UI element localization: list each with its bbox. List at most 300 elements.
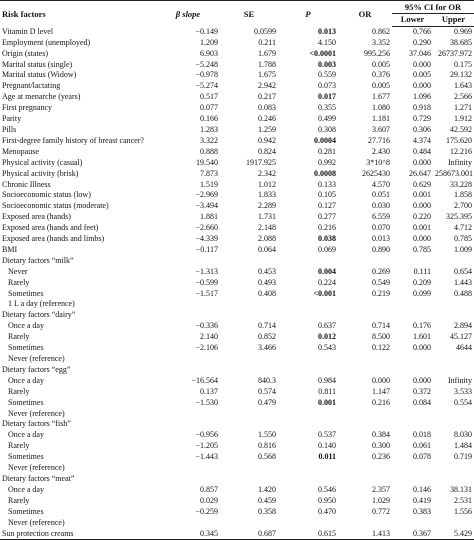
se-cell [220, 419, 278, 430]
ci-upper-cell: 1.443 [454, 277, 472, 287]
se-cell: 1917.925 [246, 157, 276, 167]
ci-upper-cell: 0.554 [454, 397, 472, 407]
header-beta-slope: β slope [156, 1, 220, 27]
ci-lower-cell: 0.918 [413, 103, 431, 113]
ci-upper-cell: 4.712 [454, 223, 472, 233]
p-value-cell: 0.0004 [314, 135, 336, 145]
risk-factor-name: Never (reference) [8, 354, 65, 363]
ci-lower-cell: 0.078 [413, 452, 431, 462]
beta-slope-cell: −1.517 [195, 288, 218, 298]
header-upper: Upper [433, 13, 474, 26]
risk-factor-name: Rarely [8, 441, 30, 451]
table-row [0, 103, 474, 114]
or-cell: 0.384 [372, 430, 390, 440]
ci-lower-cell: 37.046 [409, 48, 431, 58]
p-value-cell: 0.012 [318, 332, 336, 342]
table-row [0, 256, 474, 267]
beta-slope-cell: 0.077 [200, 103, 218, 113]
risk-factor-name: Employment (unemployed) [2, 37, 91, 47]
beta-slope-cell: −0.336 [195, 321, 218, 331]
risk-factor-name: Never (reference) [8, 408, 65, 418]
ci-upper-cell: Infinity [448, 375, 472, 385]
se-cell: 0.942 [258, 135, 276, 145]
ci-lower-cell: 0.000 [413, 157, 431, 167]
p-value-cell: 0.140 [318, 441, 336, 451]
ci-lower-cell [392, 474, 433, 485]
se-cell [220, 409, 278, 420]
risk-factor-name: Dietary factors “fish” [2, 419, 71, 429]
risk-factor-name: Once a day [8, 321, 44, 331]
p-value-cell: 0.224 [318, 277, 336, 287]
ci-upper-cell [433, 518, 474, 529]
p-value-cell: 0.637 [318, 321, 336, 331]
or-cell: 0.376 [372, 70, 390, 80]
table-row [0, 49, 474, 60]
table-row [0, 169, 474, 180]
or-cell: 0.890 [372, 244, 390, 254]
beta-slope-cell: −0.956 [195, 430, 218, 440]
p-value-cell: 0.127 [318, 201, 336, 211]
se-cell: 1.420 [258, 484, 276, 494]
ci-upper-cell: 5.429 [433, 529, 474, 540]
ci-upper-cell: 325.395 [446, 212, 472, 222]
or-cell: 1.413 [338, 529, 392, 540]
risk-factor-name: Marital status (single) [2, 59, 73, 69]
ci-upper-cell [433, 463, 474, 474]
risk-factor-name: Sometimes [8, 397, 44, 407]
or-cell: 0.030 [372, 201, 390, 211]
or-cell [338, 354, 392, 365]
beta-slope-cell: −0.149 [195, 26, 218, 36]
or-cell: 0.051 [372, 190, 390, 200]
table-row [0, 452, 474, 463]
risk-factor-name: Dietary factors “egg” [2, 364, 71, 374]
beta-slope-cell: −0.599 [195, 277, 218, 287]
p-value-cell [278, 354, 338, 365]
risk-factor-name: Age at menarche (years) [2, 92, 81, 102]
se-cell: 0.479 [258, 397, 276, 407]
ci-lower-cell [392, 310, 433, 321]
or-cell: 4.570 [372, 179, 390, 189]
or-cell: 0.000 [372, 375, 390, 385]
beta-slope-cell [156, 299, 220, 310]
ci-upper-cell: 42.592 [450, 124, 472, 134]
se-cell: 0.824 [258, 146, 276, 156]
risk-factor-name: Sometimes [8, 452, 44, 462]
table-row [0, 180, 474, 191]
p-value-cell: 0.355 [318, 103, 336, 113]
header-or: OR [338, 1, 392, 27]
se-cell: 0.816 [258, 441, 276, 451]
or-cell: 1.181 [372, 114, 390, 124]
se-cell: 0.574 [258, 386, 276, 396]
or-cell: 0.122 [372, 343, 390, 353]
table-row [0, 289, 474, 300]
beta-slope-cell: 1.881 [200, 212, 218, 222]
p-value-cell [278, 299, 338, 310]
risk-factor-name: First-degree family history of breast cancer? [2, 135, 144, 145]
se-cell: 1.675 [258, 70, 276, 80]
beta-slope-cell: −2.106 [195, 343, 218, 353]
ci-lower-cell: 0.146 [413, 484, 431, 494]
ci-lower-cell: 1.601 [413, 332, 431, 342]
p-value-cell: 0.308 [318, 124, 336, 134]
or-cell: 27.716 [368, 135, 390, 145]
ci-lower-cell [392, 463, 433, 474]
se-cell: 2.289 [258, 201, 276, 211]
table-row [0, 398, 474, 409]
ci-lower-cell [392, 299, 433, 310]
table-row [0, 496, 474, 507]
or-cell [338, 518, 392, 529]
table-row [0, 310, 474, 321]
ci-upper-cell: 1.009 [454, 244, 472, 254]
risk-factor-name: Once a day [8, 430, 44, 440]
table-row [0, 474, 474, 485]
ci-lower-cell: 0.000 [413, 234, 431, 244]
p-value-cell: 0.001 [318, 397, 336, 407]
p-value-cell: 0.013 [318, 26, 336, 36]
ci-lower-cell: 0.001 [413, 223, 431, 233]
ci-upper-cell: 1.912 [454, 114, 472, 124]
se-cell [220, 354, 278, 365]
ci-upper-cell: 2.566 [454, 92, 472, 102]
table-row [0, 234, 474, 245]
risk-factor-name: Sometimes [8, 343, 44, 353]
se-cell: 0.493 [258, 277, 276, 287]
p-value-cell: 0.069 [318, 244, 336, 254]
table-row [0, 299, 474, 310]
se-cell [220, 463, 278, 474]
table-row [0, 201, 474, 212]
se-cell: 0.083 [258, 103, 276, 113]
se-cell: 0.408 [258, 288, 276, 298]
table-row [0, 26, 474, 37]
beta-slope-cell [156, 419, 220, 430]
risk-factor-name: Never [8, 266, 28, 276]
ci-upper-cell [433, 365, 474, 376]
beta-slope-cell: −2.969 [195, 190, 218, 200]
or-cell: 1.029 [372, 495, 390, 505]
ci-lower-cell: 0.290 [413, 37, 431, 47]
risk-factor-name: Chronic Illness [2, 179, 51, 189]
p-value-cell: 0.133 [318, 179, 336, 189]
se-cell: 1.788 [258, 59, 276, 69]
p-value-cell [278, 409, 338, 420]
or-cell: 0.269 [372, 266, 390, 276]
se-cell: 0.687 [220, 529, 278, 540]
header-se: SE [220, 1, 278, 27]
se-cell: 1.259 [258, 124, 276, 134]
risk-factor-name: Sun protection creams [0, 529, 156, 540]
table-body [0, 26, 474, 540]
beta-slope-cell [156, 256, 220, 267]
table-row [0, 70, 474, 81]
table-row [0, 529, 474, 540]
p-value-cell: 0.499 [318, 114, 336, 124]
table-row [0, 267, 474, 278]
or-cell: 3*10^8 [366, 157, 390, 167]
se-cell [220, 299, 278, 310]
or-cell: 1.147 [372, 386, 390, 396]
ci-upper-cell: 3.533 [454, 386, 472, 396]
se-cell: 0.459 [258, 495, 276, 505]
beta-slope-cell: 1.209 [200, 37, 218, 47]
or-cell: 3.352 [372, 37, 390, 47]
beta-slope-cell: −5.274 [195, 81, 218, 91]
se-cell: 1.833 [258, 190, 276, 200]
table-row [0, 507, 474, 518]
table-header [0, 1, 474, 27]
or-cell: 0.549 [372, 277, 390, 287]
ci-upper-cell: 0.175 [454, 59, 472, 69]
se-cell [220, 474, 278, 485]
ci-lower-cell: 0.766 [413, 26, 431, 36]
beta-slope-cell [156, 365, 220, 376]
or-cell: 3.607 [372, 124, 390, 134]
beta-slope-cell [156, 409, 220, 420]
risk-factor-name: Rarely [8, 332, 30, 342]
beta-slope-cell: −1.530 [195, 397, 218, 407]
ci-lower-cell: 0.099 [413, 288, 431, 298]
p-value-cell: 0.105 [318, 190, 336, 200]
or-cell [338, 474, 392, 485]
p-value-cell [278, 518, 338, 529]
p-value-cell [278, 365, 338, 376]
ci-lower-cell: 0.629 [413, 179, 431, 189]
header-risk-factors: Risk factors [0, 1, 156, 27]
ci-upper-cell: 45.127 [450, 332, 472, 342]
risk-factor-name: Pregnant/lactating [2, 81, 61, 91]
table-row [0, 409, 474, 420]
p-value-cell: 0.537 [318, 430, 336, 440]
or-cell: 0.216 [372, 397, 390, 407]
or-cell: 0.236 [372, 452, 390, 462]
ci-upper-cell: 12.216 [450, 146, 472, 156]
p-value-cell: 0.004 [318, 266, 336, 276]
or-cell: 0.772 [372, 506, 390, 516]
ci-upper-cell [433, 299, 474, 310]
beta-slope-cell: −3.494 [195, 201, 218, 211]
beta-slope-cell: 19.540 [196, 157, 218, 167]
ci-lower-cell: 0.367 [392, 529, 433, 540]
table-row [0, 223, 474, 234]
beta-slope-cell [156, 518, 220, 529]
table-row [0, 430, 474, 441]
ci-lower-cell: 1.096 [413, 92, 431, 102]
ci-upper-cell: 0.488 [454, 288, 472, 298]
ci-lower-cell: 0.000 [413, 59, 431, 69]
p-value-cell: 0.017 [318, 92, 336, 102]
ci-upper-cell: 1.271 [454, 103, 472, 113]
table-row [0, 365, 474, 376]
p-value-cell: <0.0001 [309, 48, 336, 58]
ci-upper-cell: 1.643 [454, 81, 472, 91]
beta-slope-cell: 0.857 [200, 484, 218, 494]
risk-factor-name: Origin (states) [2, 48, 48, 58]
ci-lower-cell: 0.176 [413, 321, 431, 331]
ci-lower-cell [392, 256, 433, 267]
ci-lower-cell: 0.306 [413, 124, 431, 134]
beta-slope-cell: −1.313 [195, 266, 218, 276]
p-value-cell: 0.992 [318, 157, 336, 167]
p-value-cell: <0.001 [313, 288, 336, 298]
ci-lower-cell: 26.647 [409, 168, 431, 178]
se-cell: 0.852 [258, 332, 276, 342]
ci-lower-cell: 0.785 [413, 244, 431, 254]
ci-lower-cell: 0.000 [413, 201, 431, 211]
risk-factor-name: Sometimes [8, 506, 44, 516]
risk-factor-name: Sometimes [8, 288, 44, 298]
table-row [0, 518, 474, 529]
table-row [0, 419, 474, 430]
or-cell: 0.219 [372, 288, 390, 298]
table-row [0, 321, 474, 332]
beta-slope-cell: 0.029 [200, 495, 218, 505]
se-cell [220, 256, 278, 267]
risk-factor-name: Exposed area (hands and feet) [2, 223, 99, 233]
ci-lower-cell: 0.729 [413, 114, 431, 124]
se-cell: 0.568 [258, 452, 276, 462]
or-cell: 0.070 [372, 223, 390, 233]
ci-upper-cell: 1.858 [454, 190, 472, 200]
p-value-cell: 0.277 [318, 212, 336, 222]
se-cell: 0.0599 [254, 26, 276, 36]
p-value-cell [278, 256, 338, 267]
p-value-cell: 0.546 [318, 484, 336, 494]
beta-slope-cell: 3.322 [200, 135, 218, 145]
ci-lower-cell: 0.111 [413, 266, 431, 276]
or-cell: 6.559 [372, 212, 390, 222]
ci-upper-cell: 33.228 [450, 179, 472, 189]
ci-lower-cell: 0.001 [413, 190, 431, 200]
se-cell: 0.246 [258, 114, 276, 124]
se-cell [220, 518, 278, 529]
risk-factor-name: Once a day [8, 375, 44, 385]
table-row [0, 332, 474, 343]
or-cell [338, 419, 392, 430]
ci-lower-cell: 0.372 [413, 386, 431, 396]
se-cell: 0.714 [258, 321, 276, 331]
ci-upper-cell: 2.894 [454, 321, 472, 331]
se-cell: 1.550 [258, 430, 276, 440]
p-value-cell: 0.811 [318, 386, 336, 396]
ci-lower-cell: 4.374 [413, 135, 431, 145]
table-row [0, 158, 474, 169]
p-value-cell: 0.003 [318, 59, 336, 69]
p-value-cell: 0.559 [318, 70, 336, 80]
risk-factor-name: Exposed area (hands) [2, 212, 71, 222]
ci-upper-cell: 175.620 [446, 135, 472, 145]
ci-upper-cell [433, 354, 474, 365]
beta-slope-cell: 7.873 [200, 168, 218, 178]
ci-upper-cell [433, 310, 474, 321]
se-cell: 0.358 [258, 506, 276, 516]
ci-lower-cell: 0.419 [413, 495, 431, 505]
risk-factor-name: Physical activity (casual) [2, 157, 83, 167]
ci-upper-cell: 0.654 [454, 266, 472, 276]
ci-upper-cell: 258673.001 [435, 168, 473, 178]
p-value-cell [278, 419, 338, 430]
risk-factor-name: Once a day [8, 484, 44, 494]
or-cell: 0.013 [372, 234, 390, 244]
beta-slope-cell: −5.248 [195, 59, 218, 69]
risk-factor-name: Parity [2, 114, 22, 124]
table-row [0, 92, 474, 103]
table-row [0, 136, 474, 147]
or-cell: 0.714 [372, 321, 390, 331]
table-row [0, 114, 474, 125]
table-row [0, 81, 474, 92]
se-cell: 0.211 [258, 37, 276, 47]
ci-lower-cell [392, 419, 433, 430]
table-row [0, 278, 474, 289]
se-cell: 0.217 [258, 92, 276, 102]
beta-slope-cell [156, 474, 220, 485]
p-value-cell: 4.150 [318, 37, 336, 47]
header-ci: 95% CI for OR [392, 1, 474, 14]
table-row [0, 60, 474, 71]
risk-factor-name: Never (reference) [8, 463, 65, 473]
p-value-cell: 0.470 [318, 506, 336, 516]
ci-lower-cell: 0.005 [413, 70, 431, 80]
ci-upper-cell: 4644 [456, 343, 472, 353]
or-cell: 2625430 [362, 168, 390, 178]
ci-upper-cell: 29.132 [450, 70, 472, 80]
table-row [0, 354, 474, 365]
p-value-cell [278, 310, 338, 321]
or-cell: 0.862 [372, 26, 390, 36]
se-cell: 2.088 [258, 234, 276, 244]
ci-upper-cell [433, 256, 474, 267]
header-p: P [278, 1, 338, 27]
p-value-cell [278, 474, 338, 485]
or-cell: 8.500 [372, 332, 390, 342]
risk-factor-name: Physical activity (brisk) [2, 168, 79, 178]
ci-lower-cell: 0.000 [413, 81, 431, 91]
ci-lower-cell: 0.000 [413, 375, 431, 385]
risk-factor-name: Rarely [8, 277, 30, 287]
se-cell: 2.942 [258, 81, 276, 91]
ci-lower-cell: 0.484 [413, 146, 431, 156]
table-row [0, 190, 474, 201]
p-value-cell: 0.216 [318, 223, 336, 233]
or-cell: 0.005 [372, 81, 390, 91]
se-cell [220, 365, 278, 376]
ci-upper-cell: 2.531 [454, 495, 472, 505]
ci-lower-cell [392, 518, 433, 529]
se-cell: 3.466 [258, 343, 276, 353]
ci-lower-cell: 0.000 [413, 343, 431, 353]
p-value-cell: 0.073 [318, 81, 336, 91]
ci-lower-cell: 0.383 [413, 506, 431, 516]
or-cell: 0.005 [372, 59, 390, 69]
risk-factor-name: First pregnancy [2, 103, 52, 113]
ci-upper-cell: 1.484 [454, 441, 472, 451]
beta-slope-cell: 1.519 [200, 179, 218, 189]
beta-slope-cell: −1.443 [195, 452, 218, 462]
table-row [0, 387, 474, 398]
risk-factor-name: Menopause [2, 146, 39, 156]
p-value-cell: 0.0008 [314, 168, 336, 178]
p-value-cell: 0.543 [318, 343, 336, 353]
se-cell [220, 310, 278, 321]
ci-upper-cell: 0.785 [454, 234, 472, 244]
or-cell: 0.300 [372, 441, 390, 451]
ci-upper-cell: Infinity [448, 157, 472, 167]
beta-slope-cell: 2.140 [200, 332, 218, 342]
table-row [0, 441, 474, 452]
